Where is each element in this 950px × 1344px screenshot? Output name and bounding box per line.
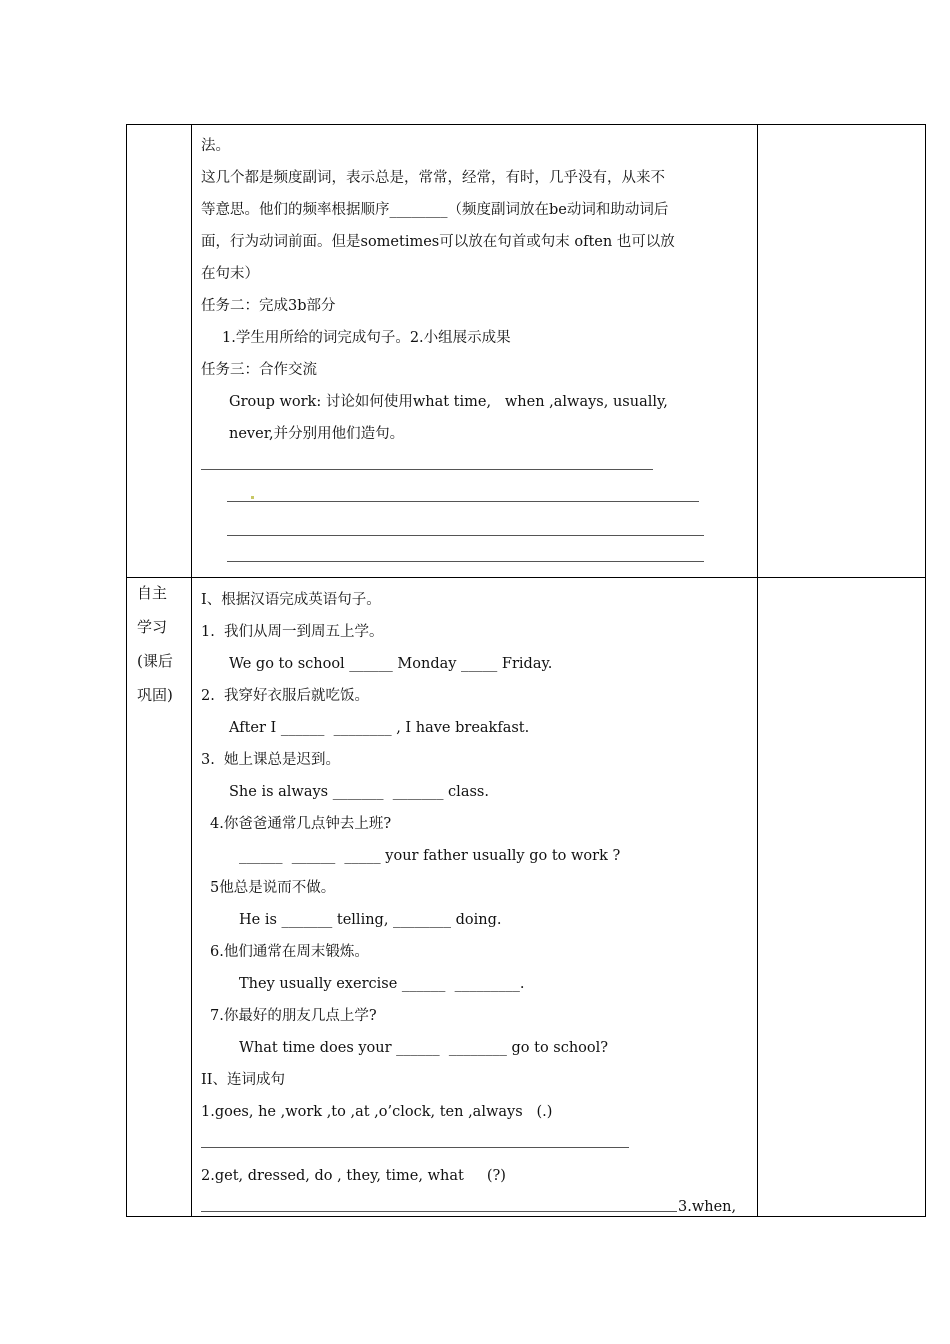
question-line: 5他总是说而不做。 [210,880,336,896]
section-heading: I、根据汉语完成英语句子。 [201,592,381,608]
answer-sentence: We go to school ______ Monday _____ Friday. [229,656,553,672]
section-heading: II、连词成句 [201,1072,285,1088]
table-row [127,578,926,1217]
notes-cell [758,578,926,1217]
text-line: 1.学生用所给的词完成句子。2.小组展示成果 [222,330,511,346]
answer-sentence: He is _______ telling, ________ doing. [239,912,502,928]
side-label: (课后 [137,652,173,670]
task-heading: 任务三：合作交流 [201,362,317,378]
content-cell [192,578,758,1217]
text-line: Group work: 讨论如何使用what time, when ,always, usually, [229,394,668,410]
question-line: 4.你爸爸通常几点钟去上班? [210,816,392,832]
content-cell [192,125,758,578]
side-cell [127,125,192,578]
question-line: 6.他们通常在周末锻炼。 [210,944,369,960]
answer-sentence: She is always _______ _______ class. [229,784,489,800]
text-line: never,并分别用他们造句。 [229,426,405,442]
text-line: 这几个都是频度副词，表示总是，常常，经常，有时，几乎没有，从来不 [201,170,665,186]
question-line: 1.goes, he ,work ,to ,at ,o’clock, ten ,always (.) [201,1104,553,1120]
answer-line [227,561,704,562]
question-line: 3. 她上课总是迟到。 [201,752,341,768]
text-line: 在句末） [201,266,259,282]
question-line: 7.你最好的朋友几点上学? [210,1008,377,1024]
text-line: 法。 [201,138,230,154]
task-heading: 任务二：完成3b部分 [201,298,336,314]
question-line: 2. 我穿好衣服后就吃饭。 [201,688,370,704]
answer-sentence: After I ______ ________ , I have breakfast. [229,720,530,736]
answer-sentence: They usually exercise ______ _________. [239,976,525,992]
text-line: 面，行为动词前面。但是sometimes可以放在句首或句末 often 也可以放 [201,234,675,250]
side-cell [127,578,192,1217]
side-label: 自主 [137,584,168,602]
highlight-mark [251,496,254,499]
answer-sentence: ______ ______ _____ your father usually go to work ? [239,848,621,864]
side-label: 巩固) [137,686,173,704]
text-line: 等意思。他们的频率根据顺序________（频度副词放在be动词和助动词后 [201,202,669,218]
question-line: 3.when, [678,1199,737,1215]
answer-line [201,469,653,470]
side-label: 学习 [137,618,168,636]
worksheet-table [126,124,926,1217]
answer-line [227,501,699,502]
question-line: 2.get, dressed, do , they, time, what (?) [201,1168,506,1184]
question-line: 1. 我们从周一到周五上学。 [201,624,384,640]
answer-sentence: What time does your ______ ________ go to school? [239,1040,609,1056]
notes-cell [758,125,926,578]
answer-line [227,535,704,536]
answer-line [201,1147,629,1148]
answer-line [201,1211,677,1212]
table-row [127,125,926,578]
